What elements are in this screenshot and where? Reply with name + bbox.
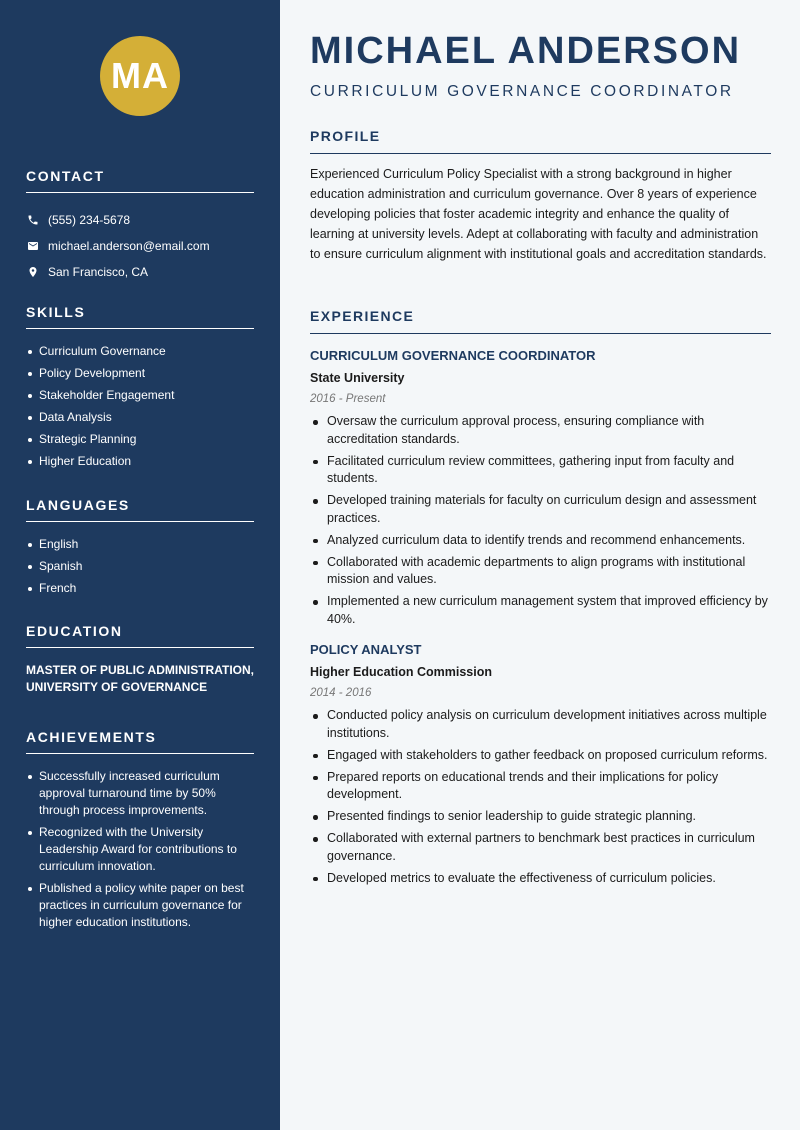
experience-heading: EXPERIENCE: [310, 308, 771, 334]
education-heading: EDUCATION: [26, 623, 254, 648]
profile-text: Experienced Curriculum Policy Specialist with a strong background in higher education administration and curriculum governance. Over 8 years of experience developing policies that foster academic integrity and enhance the quality of learning at university levels. Adept at collaborating with faculty and administration to ensure curriculum alignment with institutional goals and accreditation standards.: [310, 167, 767, 261]
candidate-title: CURRICULUM GOVERNANCE COORDINATOR: [310, 83, 734, 100]
job-title: CURRICULUM GOVERNANCE COORDINATOR: [310, 348, 596, 363]
avatar-initials: MA: [111, 55, 169, 96]
languages-heading: LANGUAGES: [26, 497, 254, 522]
experience-section: [310, 308, 771, 892]
job-bullet: Implemented a new curriculum management system that improved efficiency by 40%.: [310, 593, 771, 628]
skill-item: Curriculum Governance: [26, 343, 254, 360]
contact-location: [26, 259, 254, 285]
skill-item: Higher Education: [26, 453, 254, 470]
job-bullet: Analyzed curriculum data to identify trends and recommend enhancements.: [310, 532, 771, 550]
skills-list: [26, 343, 254, 470]
skill-item: Strategic Planning: [26, 431, 254, 448]
profile-heading: PROFILE: [310, 128, 771, 154]
job-bullets: [310, 413, 771, 628]
skills-heading: SKILLS: [26, 304, 254, 329]
job-bullet: Developed metrics to evaluate the effectiveness of curriculum policies.: [310, 870, 771, 888]
achievements-list: [26, 768, 254, 931]
job-bullet: Prepared reports on educational trends and their implications for policy development.: [310, 769, 771, 804]
job-bullet: Collaborated with academic departments to align programs with institutional mission and values.: [310, 554, 771, 589]
education-degree: MASTER OF PUBLIC ADMINISTRATION, UNIVERSITY OF GOVERNANCE: [26, 663, 254, 694]
job-bullet: Oversaw the curriculum approval process, ensuring compliance with accreditation standards.: [310, 413, 771, 448]
achievement-item: Successfully increased curriculum approval turnaround time by 50% through process improvements.: [26, 768, 254, 819]
contact-section: [26, 168, 254, 285]
skill-item: Stakeholder Engagement: [26, 387, 254, 404]
language-item: French: [26, 580, 254, 597]
job-bullet: Engaged with stakeholders to gather feedback on proposed curriculum reforms.: [310, 747, 771, 765]
contact-email: [26, 233, 254, 259]
job-bullet: Collaborated with external partners to benchmark best practices in curriculum governance.: [310, 830, 771, 865]
job-entry: [310, 642, 771, 887]
achievements-section: [26, 729, 254, 936]
job-dates: 2016 - Present: [310, 393, 386, 405]
location-pin-icon: [26, 265, 40, 279]
contact-phone: [26, 207, 254, 233]
candidate-name: MICHAEL ANDERSON: [310, 30, 742, 72]
achievements-heading: ACHIEVEMENTS: [26, 729, 254, 754]
job-company: State University: [310, 371, 405, 385]
job-dates: 2014 - 2016: [310, 687, 372, 699]
job-bullet: Conducted policy analysis on curriculum development initiatives across multiple institutions.: [310, 707, 771, 742]
skills-section: [26, 304, 254, 475]
job-bullets: [310, 707, 771, 887]
job-bullet: Presented findings to senior leadership to guide strategic planning.: [310, 808, 771, 826]
job-bullet: Developed training materials for faculty on curriculum design and assessment practices.: [310, 492, 771, 527]
email-text: michael.anderson@email.com: [48, 239, 210, 253]
achievement-item: Published a policy white paper on best practices in curriculum governance for higher education institutions.: [26, 880, 254, 931]
skill-item: Policy Development: [26, 365, 254, 382]
languages-list: [26, 536, 254, 597]
avatar: [100, 36, 180, 116]
sidebar: [0, 0, 280, 1130]
phone-icon: [26, 213, 40, 227]
email-icon: [26, 239, 40, 253]
language-item: Spanish: [26, 558, 254, 575]
contact-heading: CONTACT: [26, 168, 254, 193]
language-item: English: [26, 536, 254, 553]
job-entry: [310, 348, 771, 628]
achievement-item: Recognized with the University Leadership Award for contributions to curriculum innovation.: [26, 824, 254, 875]
phone-text: (555) 234-5678: [48, 213, 131, 227]
job-bullet: Facilitated curriculum review committees, gathering input from faculty and students.: [310, 453, 771, 488]
location-text: San Francisco, CA: [48, 265, 149, 279]
education-section: [26, 623, 254, 696]
job-title: POLICY ANALYST: [310, 642, 422, 657]
skill-item: Data Analysis: [26, 409, 254, 426]
job-company: Higher Education Commission: [310, 665, 492, 679]
languages-section: [26, 497, 254, 602]
profile-section: [310, 128, 771, 264]
